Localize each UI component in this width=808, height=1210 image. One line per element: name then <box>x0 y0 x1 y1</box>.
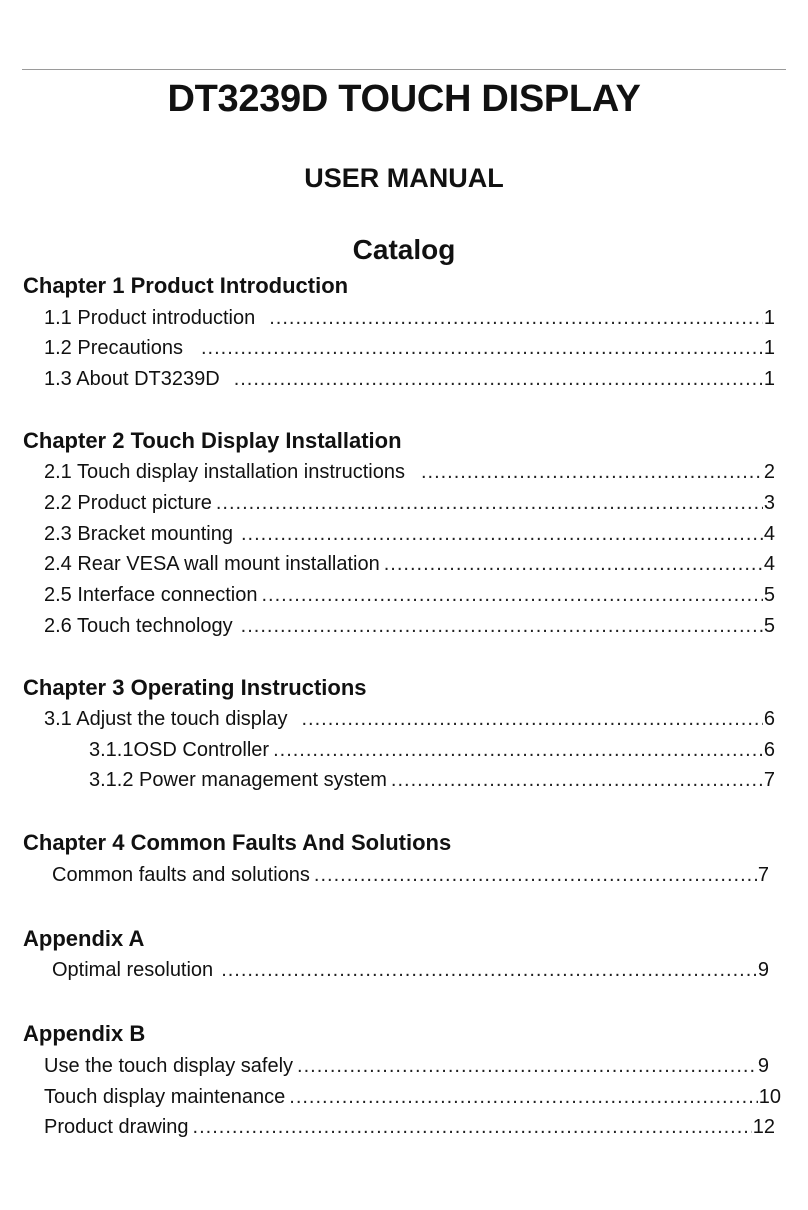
toc-entry-label: 1.3 About DT3239D <box>44 368 220 390</box>
toc-entry-page: 4 <box>763 523 775 545</box>
toc-leader-dots <box>302 706 763 732</box>
toc-entry[interactable] <box>44 1084 781 1110</box>
toc-entry-page: 7 <box>763 769 775 791</box>
toc-leader-dots <box>314 862 757 888</box>
toc-entry-page: 6 <box>763 708 775 730</box>
toc-entry[interactable] <box>44 305 775 331</box>
toc-entry[interactable] <box>44 459 775 485</box>
toc-entry-label: 2.4 Rear VESA wall mount installation <box>44 553 380 575</box>
catalog-heading: Catalog <box>352 234 456 265</box>
toc-entry[interactable] <box>44 335 775 361</box>
toc-entry[interactable] <box>44 366 775 392</box>
toc-entry[interactable] <box>44 582 775 608</box>
toc-entry-label: 3.1.1OSD Controller <box>89 739 270 761</box>
toc-entry-page: 3 <box>763 492 775 514</box>
toc-leader-dots <box>234 366 763 392</box>
toc-entry-label: 2.2 Product picture <box>44 492 212 514</box>
toc-entry-page: 2 <box>763 461 775 483</box>
toc-entry-page: 4 <box>763 553 775 575</box>
toc-entry-page: 1 <box>763 337 775 359</box>
toc-entry-label: 3.1 Adjust the touch display <box>44 708 288 730</box>
toc-leader-dots <box>297 1053 757 1079</box>
toc-leader-dots <box>384 551 763 577</box>
toc-leader-dots <box>221 957 757 983</box>
toc-entry-page: 10 <box>758 1086 781 1108</box>
toc-leader-dots <box>193 1114 752 1140</box>
toc-leader-dots <box>261 582 762 608</box>
toc-entry[interactable] <box>52 862 769 888</box>
toc-entry-label: 2.6 Touch technology <box>44 615 233 637</box>
toc-leader-dots <box>391 767 763 793</box>
toc-entry[interactable] <box>44 490 775 516</box>
toc-entry[interactable] <box>44 1114 775 1140</box>
toc-leader-dots <box>201 335 763 361</box>
toc-entry-label: 2.1 Touch display installation instructions <box>44 461 405 483</box>
chapter-2-heading: Chapter 2 Touch Display Installation <box>23 428 402 453</box>
toc-entry-label: Optimal resolution <box>52 959 214 981</box>
toc-entry-label: Common faults and solutions <box>52 864 310 886</box>
toc-leader-dots <box>216 490 763 516</box>
toc-entry-page: 6 <box>763 739 775 761</box>
toc-entry-page: 1 <box>763 368 775 390</box>
toc-leader-dots <box>241 613 763 639</box>
toc-entry-label: Use the touch display safely <box>44 1055 294 1077</box>
toc-entry-page: 7 <box>757 864 769 886</box>
toc-entry[interactable] <box>44 551 775 577</box>
toc-entry-label: 1.2 Precautions <box>44 337 183 359</box>
toc-entry-page: 12 <box>752 1116 775 1138</box>
toc-entry[interactable] <box>89 767 775 793</box>
toc-entry-page: 9 <box>757 1055 769 1077</box>
appendix-a-heading: Appendix A <box>23 926 145 951</box>
chapter-4-heading: Chapter 4 Common Faults And Solutions <box>23 830 452 855</box>
toc-entry-label: 2.5 Interface connection <box>44 584 258 606</box>
toc-entry[interactable] <box>44 1053 769 1079</box>
document-title: DT3239D TOUCH DISPLAY <box>167 78 641 120</box>
toc-leader-dots <box>289 1084 757 1110</box>
toc-leader-dots <box>273 737 763 763</box>
chapter-1-heading: Chapter 1 Product Introduction <box>23 273 349 298</box>
toc-leader-dots <box>241 521 763 547</box>
toc-entry-label: Product drawing <box>44 1116 189 1138</box>
toc-leader-dots <box>421 459 763 485</box>
top-rule <box>22 69 786 70</box>
toc-leader-dots <box>269 305 763 331</box>
appendix-b-heading: Appendix B <box>23 1021 146 1046</box>
toc-entry[interactable] <box>44 706 775 732</box>
document-subtitle: USER MANUAL <box>304 163 504 193</box>
toc-entry[interactable] <box>89 737 775 763</box>
toc-entry-page: 1 <box>763 307 775 329</box>
toc-entry-page: 9 <box>757 959 769 981</box>
toc-entry-label: 1.1 Product introduction <box>44 307 256 329</box>
toc-entry-label: 3.1.2 Power management system <box>89 769 387 791</box>
toc-entry-page: 5 <box>763 615 775 637</box>
toc-entry-label: 2.3 Bracket mounting <box>44 523 233 545</box>
toc-entry[interactable] <box>44 613 775 639</box>
toc-entry-label: Touch display maintenance <box>44 1086 286 1108</box>
chapter-3-heading: Chapter 3 Operating Instructions <box>23 675 367 700</box>
toc-entry[interactable] <box>44 521 775 547</box>
toc-entry[interactable] <box>52 957 769 983</box>
toc-entry-page: 5 <box>763 584 775 606</box>
